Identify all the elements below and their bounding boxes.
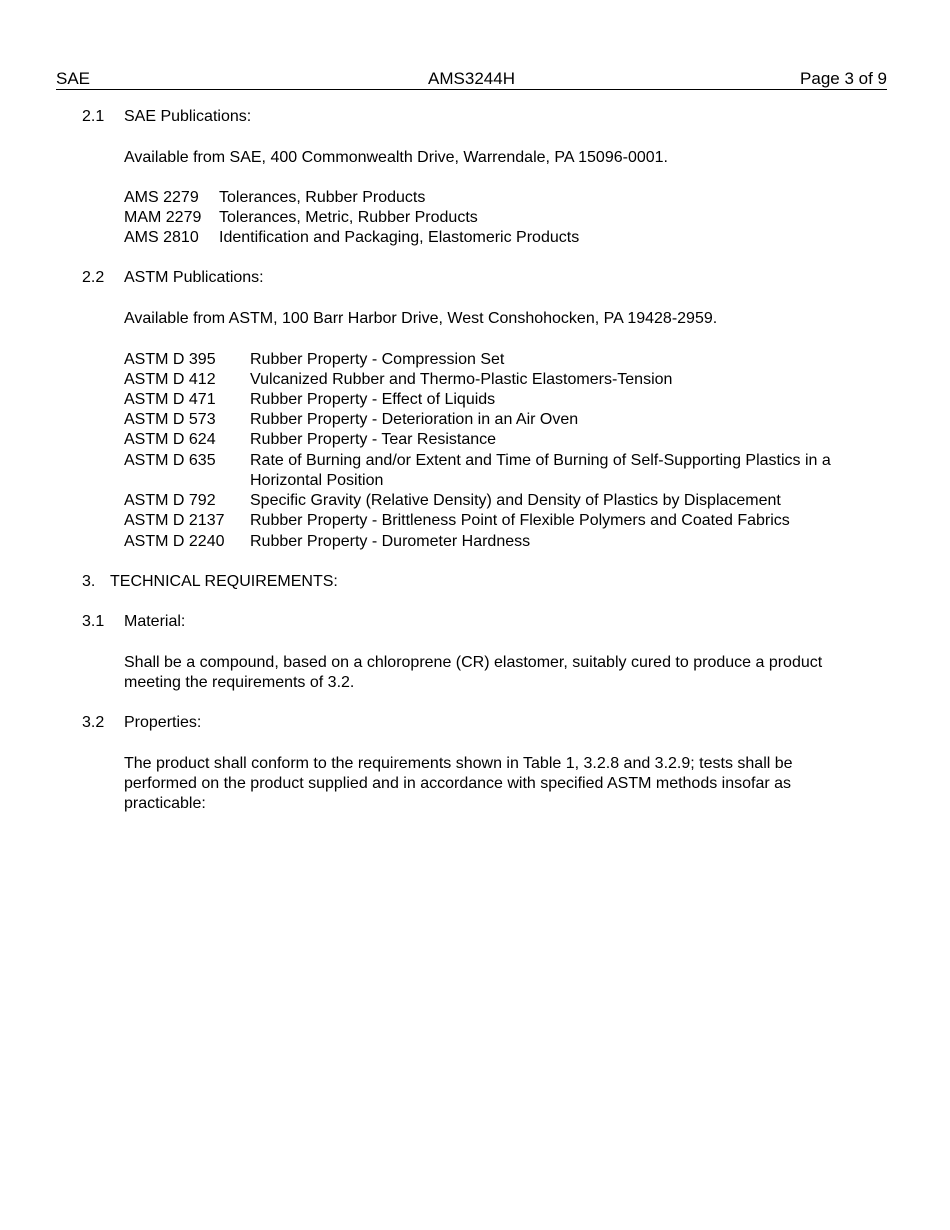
section-title: Properties: [124,714,202,731]
ref-title: Rubber Property - Tear Resistance [250,431,497,448]
ref-code: AMS 2810 [124,229,199,246]
paragraph-text: practicable: [124,795,206,812]
ref-code: ASTM D 2137 [124,512,225,529]
ref-title: Vulcanized Rubber and Thermo-Plastic Elastomers-Tension [250,371,673,388]
paragraph-text: The product shall conform to the requirements shown in Table 1, 3.2.8 and 3.2.9; tests shall be [124,755,793,772]
ref-code: ASTM D 624 [124,431,216,448]
header-doc-number: AMS3244H [428,69,515,88]
ref-title: Tolerances, Rubber Products [219,189,426,206]
ref-code: ASTM D 573 [124,411,216,428]
ref-title: Specific Gravity (Relative Density) and Density of Plastics by Displacement [250,492,781,509]
ref-title: Tolerances, Metric, Rubber Products [219,209,478,226]
header-page-number: Page 3 of 9 [800,69,887,88]
availability-text: Available from ASTM, 100 Barr Harbor Drive, West Conshohocken, PA 19428-2959. [124,310,718,327]
section-title: SAE Publications: [124,108,252,125]
ref-code: ASTM D 2240 [124,533,225,550]
paragraph-text: Shall be a compound, based on a chloroprene (CR) elastomer, suitably cured to produce a product [124,654,823,671]
section-number: 2.1 [82,108,105,125]
section-number: 3. [82,573,96,590]
paragraph-text: performed on the product supplied and in accordance with specified ASTM methods insofar as [124,775,792,792]
ref-code: ASTM D 412 [124,371,216,388]
ref-title: Rubber Property - Brittleness Point of Flexible Polymers and Coated Fabrics [250,512,790,529]
ref-code: AMS 2279 [124,189,199,206]
ref-code: ASTM D 792 [124,492,216,509]
section-title: ASTM Publications: [124,269,264,286]
ref-title: Rubber Property - Deterioration in an Air Oven [250,411,579,428]
ref-title: Identification and Packaging, Elastomeric Products [219,229,580,246]
paragraph-text: meeting the requirements of 3.2. [124,674,355,691]
header-org: SAE [56,69,91,88]
section-number: 3.1 [82,613,105,630]
ref-code: MAM 2279 [124,209,202,226]
page-header [56,69,887,90]
section-number: 3.2 [82,714,105,731]
ref-code: ASTM D 471 [124,391,216,408]
ref-title: Rubber Property - Durometer Hardness [250,533,531,550]
ref-code: ASTM D 635 [124,452,216,469]
ref-title: Rubber Property - Effect of Liquids [250,391,496,408]
availability-text: Available from SAE, 400 Commonwealth Drive, Warrendale, PA 15096-0001. [124,149,668,166]
ref-title: Rubber Property - Compression Set [250,351,505,368]
ref-code: ASTM D 395 [124,351,216,368]
ref-title-continuation: Horizontal Position [250,472,384,489]
section-title: Material: [124,613,186,630]
section-number: 2.2 [82,269,105,286]
section-title: TECHNICAL REQUIREMENTS: [110,573,338,590]
ref-title: Rate of Burning and/or Extent and Time of Burning of Self-Supporting Plastics in a [250,452,831,469]
